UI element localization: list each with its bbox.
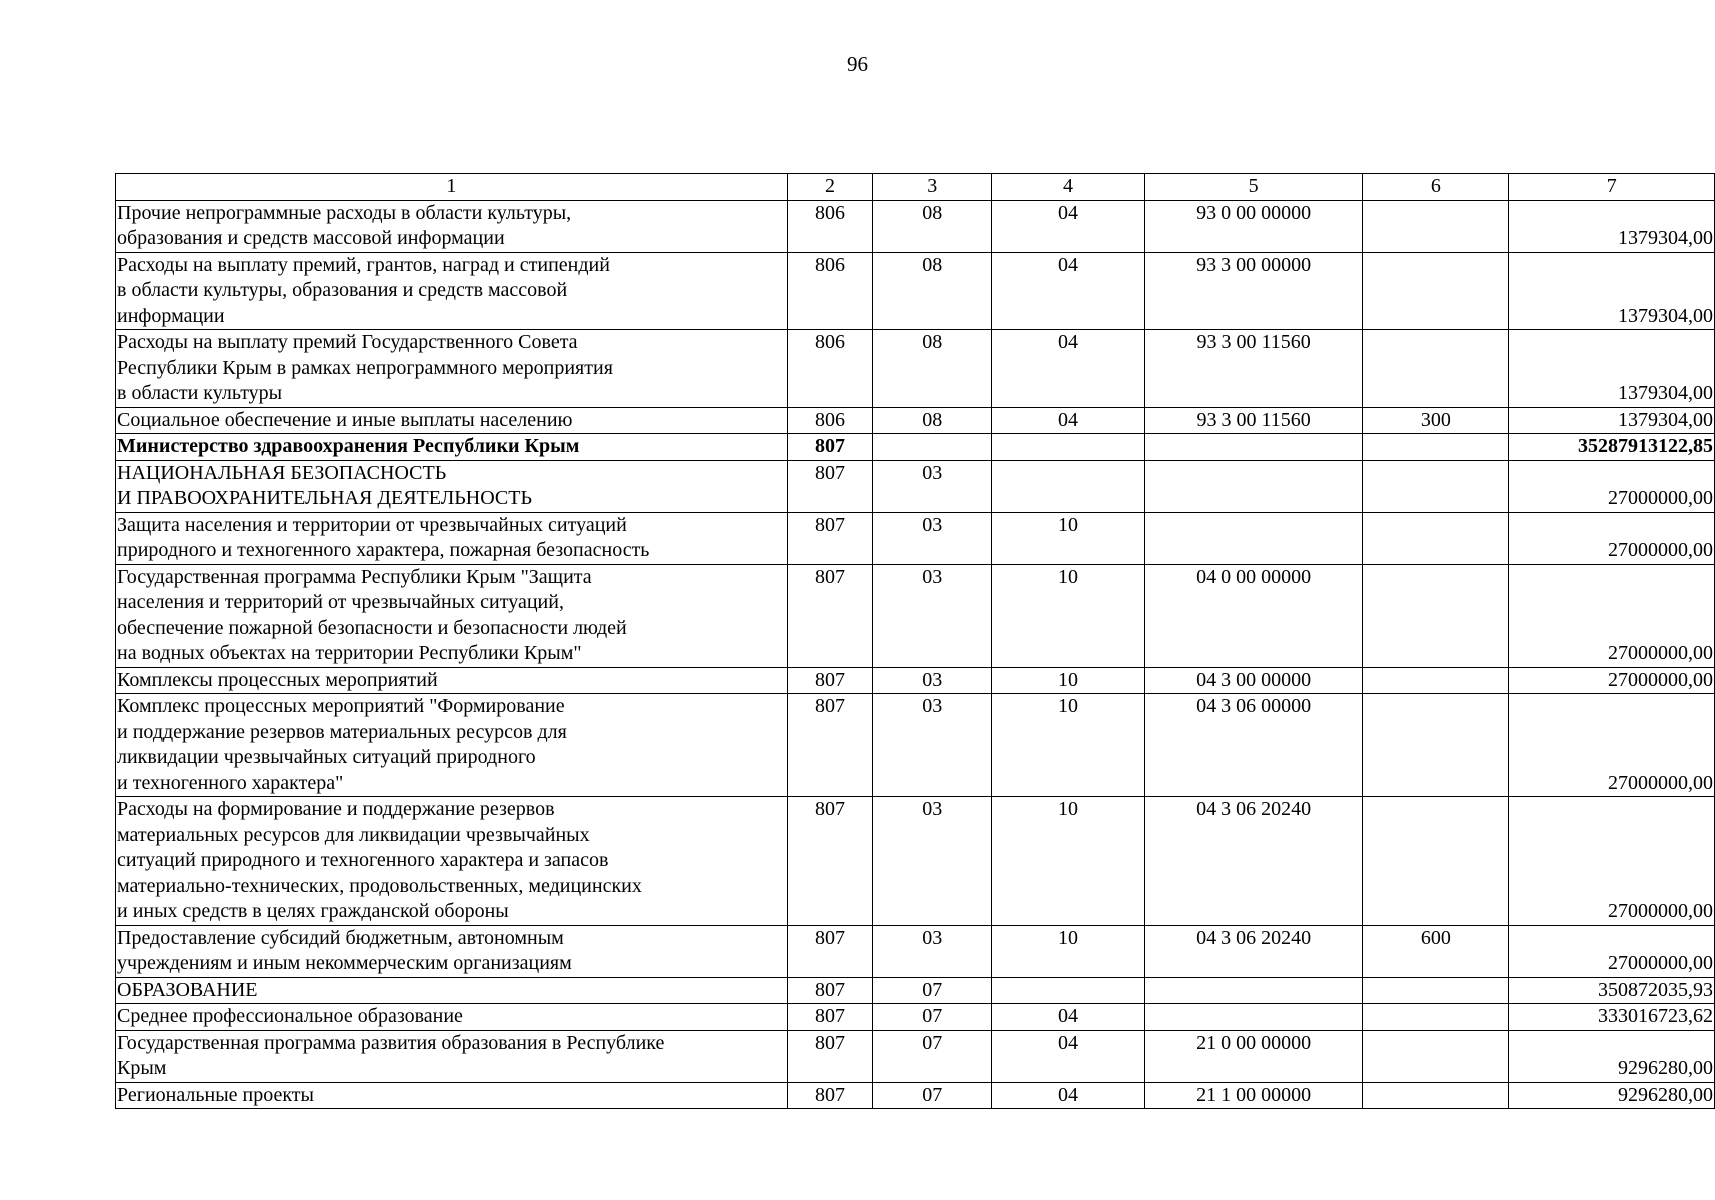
- page-number: 96: [847, 52, 868, 76]
- row-expense-type-cell: [1363, 434, 1509, 461]
- row-subsection-cell: 10: [992, 797, 1145, 926]
- row-code-cell: 807: [787, 1004, 872, 1031]
- row-expense-type-cell: [1363, 694, 1509, 797]
- table-row: [116, 512, 1715, 564]
- row-target-article-cell: 04 3 06 20240: [1144, 925, 1363, 977]
- table-row: [116, 252, 1715, 330]
- row-amount-cell: 9296280,00: [1509, 1082, 1715, 1109]
- row-amount-cell: 27000000,00: [1509, 925, 1715, 977]
- row-code-cell: 807: [787, 1082, 872, 1109]
- row-code-cell: 806: [787, 252, 872, 330]
- row-expense-type-cell: [1363, 330, 1509, 408]
- row-target-article-cell: 04 0 00 00000: [1144, 564, 1363, 667]
- row-target-article-cell: [1144, 512, 1363, 564]
- row-expense-type-cell: [1363, 667, 1509, 694]
- row-name-cell: Расходы на формирование и поддержание резервов материальных ресурсов для ликвидации чрезвычайных ситуаций природного и техногенного характера и запасов материально-технических, продовольственных, медицинских и иных средств в целях гражданской обороны: [116, 797, 788, 926]
- row-expense-type-cell: [1363, 797, 1509, 926]
- row-amount-cell: 35287913122,85: [1509, 434, 1715, 461]
- row-subsection-cell: [992, 977, 1145, 1004]
- row-expense-type-cell: [1363, 460, 1509, 512]
- table-row: [116, 977, 1715, 1004]
- row-code-cell: 807: [787, 797, 872, 926]
- row-subsection-cell: 04: [992, 1030, 1145, 1082]
- row-section-cell: 08: [873, 252, 992, 330]
- row-subsection-cell: 04: [992, 200, 1145, 252]
- row-section-cell: 07: [873, 1082, 992, 1109]
- row-target-article-cell: 93 3 00 00000: [1144, 252, 1363, 330]
- column-header-2: 2: [787, 174, 872, 201]
- row-amount-cell: 9296280,00: [1509, 1030, 1715, 1082]
- row-section-cell: [873, 434, 992, 461]
- table-row: [116, 797, 1715, 926]
- table-row: [116, 407, 1715, 434]
- column-number-header-row: [116, 174, 1715, 201]
- column-header-1: 1: [116, 174, 788, 201]
- row-subsection-cell: 10: [992, 512, 1145, 564]
- row-code-cell: 807: [787, 512, 872, 564]
- row-name-cell: Среднее профессиональное образование: [116, 1004, 788, 1031]
- row-subsection-cell: [992, 434, 1145, 461]
- row-code-cell: 807: [787, 1030, 872, 1082]
- row-name-cell: Государственная программа развития образования в Республике Крым: [116, 1030, 788, 1082]
- row-expense-type-cell: [1363, 1082, 1509, 1109]
- column-header-4: 4: [992, 174, 1145, 201]
- row-expense-type-cell: [1363, 252, 1509, 330]
- row-section-cell: 03: [873, 512, 992, 564]
- row-code-cell: 807: [787, 925, 872, 977]
- row-code-cell: 807: [787, 434, 872, 461]
- row-section-cell: 03: [873, 797, 992, 926]
- table-row: [116, 1030, 1715, 1082]
- row-target-article-cell: [1144, 434, 1363, 461]
- row-section-cell: 03: [873, 694, 992, 797]
- table-row: [116, 667, 1715, 694]
- row-subsection-cell: [992, 460, 1145, 512]
- row-name-cell: Прочие непрограммные расходы в области культуры, образования и средств массовой информации: [116, 200, 788, 252]
- row-section-cell: 03: [873, 667, 992, 694]
- table-row: [116, 330, 1715, 408]
- row-subsection-cell: 10: [992, 694, 1145, 797]
- row-name-cell: Комплексы процессных мероприятий: [116, 667, 788, 694]
- row-expense-type-cell: [1363, 1030, 1509, 1082]
- table-row: [116, 1082, 1715, 1109]
- row-name-cell: Комплекс процессных мероприятий "Формирование и поддержание резервов материальных ресурсов для ликвидации чрезвычайных ситуаций природного и техногенного характера": [116, 694, 788, 797]
- column-header-7: 7: [1509, 174, 1715, 201]
- row-name-cell: Социальное обеспечение и иные выплаты населению: [116, 407, 788, 434]
- row-section-cell: 03: [873, 460, 992, 512]
- row-code-cell: 806: [787, 407, 872, 434]
- row-section-cell: 07: [873, 977, 992, 1004]
- row-target-article-cell: 04 3 06 20240: [1144, 797, 1363, 926]
- row-section-cell: 07: [873, 1004, 992, 1031]
- row-name-cell: Государственная программа Республики Крым "Защита населения и территорий от чрезвычайных ситуаций, обеспечение пожарной безопасности и безопасности людей на водных объектах на территории Республики Крым": [116, 564, 788, 667]
- column-header-6: 6: [1363, 174, 1509, 201]
- row-target-article-cell: 21 1 00 00000: [1144, 1082, 1363, 1109]
- row-name-cell: Министерство здравоохранения Республики Крым: [116, 434, 788, 461]
- row-code-cell: 807: [787, 564, 872, 667]
- row-target-article-cell: 93 3 00 11560: [1144, 330, 1363, 408]
- row-amount-cell: 1379304,00: [1509, 200, 1715, 252]
- row-amount-cell: 27000000,00: [1509, 667, 1715, 694]
- row-name-cell: Предоставление субсидий бюджетным, автономным учреждениям и иным некоммерческим организациям: [116, 925, 788, 977]
- table-row: [116, 925, 1715, 977]
- row-expense-type-cell: 600: [1363, 925, 1509, 977]
- table-row: [116, 694, 1715, 797]
- row-amount-cell: 333016723,62: [1509, 1004, 1715, 1031]
- row-name-cell: НАЦИОНАЛЬНАЯ БЕЗОПАСНОСТЬ И ПРАВООХРАНИТЕЛЬНАЯ ДЕЯТЕЛЬНОСТЬ: [116, 460, 788, 512]
- row-name-cell: Защита населения и территории от чрезвычайных ситуаций природного и техногенного характера, пожарная безопасность: [116, 512, 788, 564]
- row-subsection-cell: 10: [992, 564, 1145, 667]
- row-section-cell: 08: [873, 330, 992, 408]
- table-row: [116, 460, 1715, 512]
- row-subsection-cell: 10: [992, 667, 1145, 694]
- row-section-cell: 03: [873, 925, 992, 977]
- row-section-cell: 08: [873, 407, 992, 434]
- row-name-cell: Расходы на выплату премий Государственного Совета Республики Крым в рамках непрограммного мероприятия в области культуры: [116, 330, 788, 408]
- table-body: [116, 200, 1715, 1109]
- row-code-cell: 806: [787, 200, 872, 252]
- row-expense-type-cell: [1363, 200, 1509, 252]
- row-target-article-cell: 04 3 06 00000: [1144, 694, 1363, 797]
- row-expense-type-cell: 300: [1363, 407, 1509, 434]
- row-expense-type-cell: [1363, 512, 1509, 564]
- row-target-article-cell: 93 0 00 00000: [1144, 200, 1363, 252]
- row-target-article-cell: 04 3 00 00000: [1144, 667, 1363, 694]
- column-header-3: 3: [873, 174, 992, 201]
- row-amount-cell: 1379304,00: [1509, 330, 1715, 408]
- row-amount-cell: 27000000,00: [1509, 460, 1715, 512]
- row-subsection-cell: 10: [992, 925, 1145, 977]
- row-subsection-cell: 04: [992, 1004, 1145, 1031]
- row-amount-cell: 27000000,00: [1509, 694, 1715, 797]
- row-section-cell: 08: [873, 200, 992, 252]
- table-row: [116, 200, 1715, 252]
- row-amount-cell: 27000000,00: [1509, 512, 1715, 564]
- row-name-cell: Региональные проекты: [116, 1082, 788, 1109]
- budget-table: [115, 173, 1715, 1109]
- column-header-5: 5: [1144, 174, 1363, 201]
- row-amount-cell: 350872035,93: [1509, 977, 1715, 1004]
- row-subsection-cell: 04: [992, 1082, 1145, 1109]
- row-amount-cell: 1379304,00: [1509, 407, 1715, 434]
- row-code-cell: 806: [787, 330, 872, 408]
- row-subsection-cell: 04: [992, 252, 1145, 330]
- row-expense-type-cell: [1363, 564, 1509, 667]
- row-target-article-cell: [1144, 1004, 1363, 1031]
- row-code-cell: 807: [787, 977, 872, 1004]
- row-amount-cell: 27000000,00: [1509, 797, 1715, 926]
- row-code-cell: 807: [787, 667, 872, 694]
- row-code-cell: 807: [787, 694, 872, 797]
- row-section-cell: 07: [873, 1030, 992, 1082]
- row-name-cell: Расходы на выплату премий, грантов, наград и стипендий в области культуры, образования и средств массовой информации: [116, 252, 788, 330]
- row-amount-cell: 27000000,00: [1509, 564, 1715, 667]
- row-expense-type-cell: [1363, 1004, 1509, 1031]
- table-row: [116, 1004, 1715, 1031]
- row-target-article-cell: 21 0 00 00000: [1144, 1030, 1363, 1082]
- row-subsection-cell: 04: [992, 330, 1145, 408]
- row-target-article-cell: [1144, 460, 1363, 512]
- row-amount-cell: 1379304,00: [1509, 252, 1715, 330]
- row-section-cell: 03: [873, 564, 992, 667]
- row-target-article-cell: [1144, 977, 1363, 1004]
- row-target-article-cell: 93 3 00 11560: [1144, 407, 1363, 434]
- row-expense-type-cell: [1363, 977, 1509, 1004]
- table-row: [116, 564, 1715, 667]
- row-code-cell: 807: [787, 460, 872, 512]
- row-subsection-cell: 04: [992, 407, 1145, 434]
- row-name-cell: ОБРАЗОВАНИЕ: [116, 977, 788, 1004]
- table-row: [116, 434, 1715, 461]
